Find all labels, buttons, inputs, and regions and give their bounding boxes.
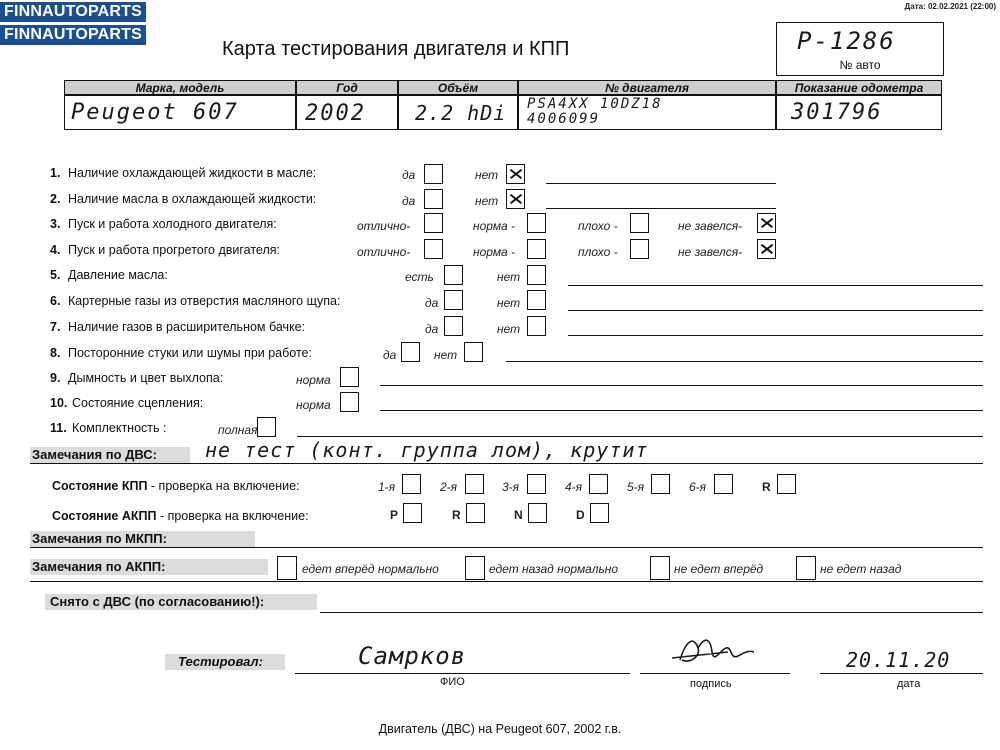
odometer-value: 301796	[791, 100, 883, 125]
q5-yes-checkbox[interactable]	[444, 265, 463, 285]
signature-caption: подпись	[690, 678, 732, 690]
header-year: Год	[296, 80, 398, 95]
q4-bad-checkbox[interactable]	[630, 239, 649, 259]
date-stamp: Дата: 02.02.2021 (22:00)	[904, 2, 996, 11]
q10-note-line	[380, 410, 983, 411]
akpp-forward-ok-label: едет вперёд нормально	[302, 562, 439, 576]
akpp-state-title: Состояние АКПП - проверка на включение:	[52, 509, 309, 523]
kpp-gear-2-checkbox[interactable]	[465, 474, 484, 494]
q3-excellent-checkbox[interactable]	[424, 213, 443, 233]
cell-make-model	[64, 95, 296, 130]
q6-yes-label: да	[425, 296, 439, 310]
dvs-remarks-value: не тест (конт. группа лом), крутит	[205, 438, 649, 462]
engine-number-value: PSA4XX 10DZ18 4006099	[527, 96, 663, 127]
kpp-gear-1-checkbox[interactable]	[402, 474, 421, 494]
q8-note-line	[506, 361, 983, 362]
q3-normal-checkbox[interactable]	[527, 213, 546, 233]
cell-engine-number	[518, 95, 776, 130]
akpp-gear-d-label: D	[576, 508, 585, 522]
image-caption: Двигатель (ДВС) на Peugeot 607, 2002 г.в.	[378, 722, 622, 736]
q7-yes-checkbox[interactable]	[444, 316, 463, 336]
watermark-logo-2: FINNAUTOPARTS	[0, 25, 146, 45]
q6-note-line	[568, 310, 983, 311]
q2-no-checkbox[interactable]	[506, 189, 525, 209]
question-4: 4. Пуск и работа прогретого двигателя:	[50, 243, 280, 257]
kpp-gear-r-checkbox[interactable]	[777, 474, 796, 494]
q4-normal-label: норма -	[473, 245, 516, 259]
question-1: 1. Наличие охлаждающей жидкости в масле:	[50, 166, 317, 180]
q7-yes-label: да	[425, 322, 439, 336]
q8-yes-label: да	[383, 348, 397, 362]
question-3: 3. Пуск и работа холодного двигателя:	[50, 217, 277, 231]
form-title: Карта тестирования двигателя и КПП	[222, 38, 570, 60]
name-line	[295, 673, 630, 674]
q11-full-label: полная	[218, 423, 258, 437]
question-7: 7. Наличие газов в расширительном бачке:	[50, 320, 306, 334]
q3-bad-checkbox[interactable]	[630, 213, 649, 233]
mkpp-remarks-label: Замечания по МКПП:	[32, 531, 167, 546]
akpp-no-forward-checkbox[interactable]	[650, 556, 670, 580]
auto-number-value: P-1286	[797, 27, 896, 55]
q4-not-started-checkbox[interactable]	[757, 239, 776, 259]
header-odometer: Показание одометра	[776, 80, 942, 95]
year-value: 2002	[305, 101, 366, 126]
akpp-remarks-line	[30, 581, 983, 582]
akpp-gear-p-checkbox[interactable]	[403, 503, 422, 523]
akpp-backward-ok-label: едет назад нормально	[489, 562, 619, 576]
tested-label: Тестировал:	[178, 654, 263, 669]
akpp-gear-n-label: N	[514, 508, 523, 522]
q3-not-started-label: не завелся-	[678, 219, 743, 233]
q1-note-line	[546, 183, 776, 184]
akpp-gear-r-label: R	[452, 508, 461, 522]
q9-normal-checkbox[interactable]	[340, 367, 359, 387]
q3-excellent-label: отлично-	[357, 219, 411, 233]
q4-excellent-checkbox[interactable]	[424, 239, 443, 259]
kpp-gear-4-label: 4-я	[565, 480, 583, 494]
name-caption: ФИО	[440, 676, 465, 688]
watermark-logo: FINNAUTOPARTS	[0, 2, 146, 22]
signature-line	[640, 673, 790, 674]
akpp-no-backward-label: не едет назад	[820, 562, 902, 576]
q2-yes-checkbox[interactable]	[424, 189, 443, 209]
removed-label: Снято с ДВС (по согласованию!):	[50, 594, 265, 609]
q5-note-line	[568, 285, 983, 286]
question-10: 10. Состояние сцепления:	[50, 396, 204, 410]
q7-note-line	[568, 335, 983, 336]
q6-no-checkbox[interactable]	[527, 290, 546, 310]
q5-no-checkbox[interactable]	[527, 265, 546, 285]
kpp-state-title: Состояние КПП - проверка на включение:	[52, 479, 300, 493]
q2-note-line	[546, 208, 776, 209]
akpp-gear-n-checkbox[interactable]	[528, 503, 547, 523]
kpp-gear-1-label: 1-я	[378, 480, 396, 494]
kpp-gear-5-label: 5-я	[627, 480, 645, 494]
q3-bad-label: плохо -	[578, 219, 618, 233]
question-5: 5. Давление масла:	[50, 268, 168, 282]
q4-excellent-label: отлично-	[357, 245, 411, 259]
kpp-gear-3-checkbox[interactable]	[527, 474, 546, 494]
akpp-no-forward-label: не едет вперёд	[674, 562, 764, 576]
date-caption: дата	[897, 678, 921, 690]
q10-normal-checkbox[interactable]	[340, 392, 359, 412]
question-11: 11. Комплектность :	[50, 421, 167, 435]
q9-normal-label: норма	[296, 373, 331, 387]
akpp-no-backward-checkbox[interactable]	[796, 556, 816, 580]
q7-no-label: нет	[497, 322, 521, 336]
q2-opt-no-label: нет	[475, 194, 499, 208]
dvs-remarks-label: Замечания по ДВС:	[32, 447, 157, 462]
q9-note-line	[380, 385, 983, 386]
header-engine-number: № двигателя	[518, 80, 776, 95]
q8-no-checkbox[interactable]	[464, 342, 483, 362]
kpp-gear-3-label: 3-я	[502, 480, 520, 494]
mkpp-remarks-line	[30, 547, 983, 548]
question-8: 8. Посторонние стуки или шумы при работе:	[50, 346, 312, 360]
akpp-gear-p-label: P	[390, 508, 399, 522]
header-make-model: Марка, модель	[64, 80, 296, 95]
q10-normal-label: норма	[296, 398, 331, 412]
signature-image	[668, 630, 758, 674]
removed-line	[320, 612, 983, 613]
date-value: 20.11.20	[846, 648, 951, 672]
q1-yes-checkbox[interactable]	[424, 164, 443, 184]
q7-no-checkbox[interactable]	[527, 316, 546, 336]
q1-opt-yes-label: да	[402, 168, 416, 182]
q1-opt-no-label: нет	[475, 168, 499, 182]
dvs-remarks-line	[30, 463, 983, 464]
kpp-gear-6-label: 6-я	[689, 480, 707, 494]
question-2: 2. Наличие масла в охлаждающей жидкости:	[50, 192, 317, 206]
volume-value: 2.2 hDi	[415, 101, 507, 125]
q6-yes-checkbox[interactable]	[444, 290, 463, 310]
q8-yes-checkbox[interactable]	[401, 342, 420, 362]
question-9: 9. Дымность и цвет выхлопа:	[50, 371, 224, 385]
akpp-backward-ok-checkbox[interactable]	[465, 556, 485, 580]
make-model-value: Peugeot 607	[71, 100, 239, 125]
q2-opt-yes-label: да	[402, 194, 416, 208]
kpp-gear-2-label: 2-я	[440, 480, 458, 494]
akpp-gear-r-checkbox[interactable]	[466, 503, 485, 523]
q4-normal-checkbox[interactable]	[527, 239, 546, 259]
cell-year	[296, 95, 398, 130]
q3-normal-label: норма -	[473, 219, 516, 233]
cell-odometer	[776, 95, 942, 130]
q8-no-label: нет	[434, 348, 458, 362]
q6-no-label: нет	[497, 296, 521, 310]
kpp-gear-6-checkbox[interactable]	[714, 474, 733, 494]
auto-number-box	[776, 22, 944, 76]
q11-note-line	[297, 436, 983, 437]
q11-full-checkbox[interactable]	[257, 417, 276, 437]
q4-not-started-label: не завелся-	[678, 245, 743, 259]
q5-no-label: нет	[497, 270, 521, 284]
akpp-gear-d-checkbox[interactable]	[590, 503, 609, 523]
q1-no-checkbox[interactable]	[506, 164, 525, 184]
kpp-gear-r-label: R	[762, 480, 771, 494]
q3-not-started-checkbox[interactable]	[757, 213, 776, 233]
kpp-gear-4-checkbox[interactable]	[589, 474, 608, 494]
cell-volume	[398, 95, 518, 130]
tester-name-value: Самрков	[358, 642, 467, 670]
header-volume: Объём	[398, 80, 518, 95]
q5-yes-label: есть	[405, 270, 434, 284]
question-6: 6. Картерные газы из отверстия масляного щупа:	[50, 294, 341, 308]
kpp-gear-5-checkbox[interactable]	[651, 474, 670, 494]
auto-number-label: № авто	[839, 58, 881, 72]
date-line	[820, 673, 983, 674]
q4-bad-label: плохо -	[578, 245, 618, 259]
akpp-remarks-label: Замечания по АКПП:	[32, 559, 166, 574]
akpp-forward-ok-checkbox[interactable]	[277, 556, 297, 580]
